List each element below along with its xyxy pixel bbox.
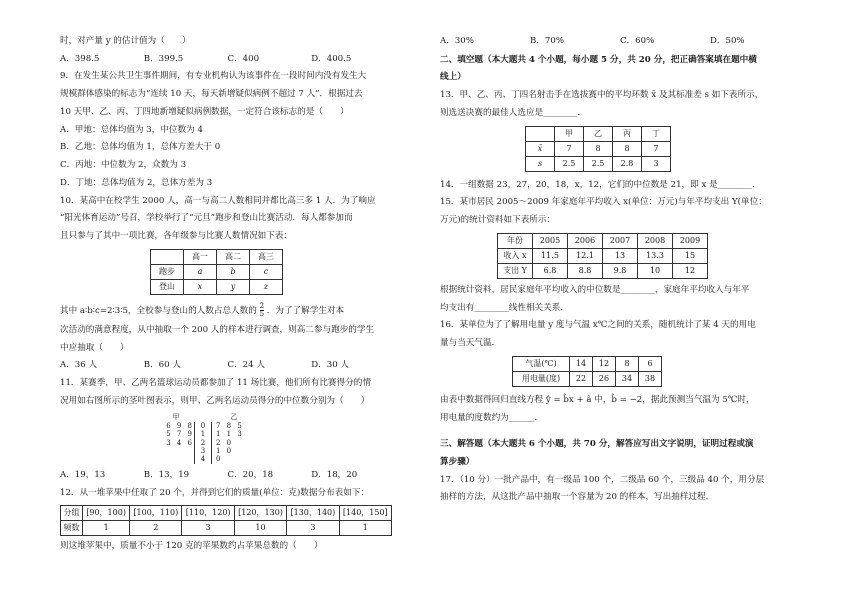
stem-row: [158, 439, 395, 447]
table-cell: 高二: [217, 249, 250, 264]
q11-option-b: B．13，19: [143, 469, 190, 480]
stem: 1: [194, 430, 212, 438]
q9-line: 10 天甲、乙、丙、丁四地新增疑似病例数据，一定符合该标志的是（ ）: [60, 106, 349, 117]
q9-option-a: A．甲地：总体均值为 3，中位数为 4: [60, 124, 203, 135]
leaf-left: 3 4 6: [166, 438, 194, 447]
q15-line: 万元)的统计资料如下表所示：: [440, 215, 556, 226]
stem-header-right: 乙: [230, 413, 238, 422]
stem-header-left: 甲: [172, 413, 180, 422]
table-cell: 高三: [250, 249, 283, 264]
q11-option-d: D．18，20: [311, 469, 358, 480]
q8-option-c: C．400: [227, 53, 260, 64]
q11-option-a: A．19，13: [60, 469, 106, 480]
table-cell: 跑步: [151, 264, 184, 279]
q13-table: [525, 126, 671, 172]
stem: 3: [194, 447, 212, 455]
table-cell: 2009: [673, 233, 708, 248]
table-cell: [90，100): [83, 506, 130, 521]
q8-option-d: D．400.5: [311, 53, 352, 64]
table-cell: 9.8: [603, 263, 638, 278]
table-cell: 支出 Y: [498, 263, 533, 278]
table-cell: 26: [593, 371, 616, 386]
table-cell: x̄: [526, 141, 555, 156]
table-cell: a: [184, 264, 217, 279]
table-cell: 2005: [533, 233, 568, 248]
q8-options: [60, 54, 395, 65]
table-cell: 用电量(度): [513, 371, 570, 386]
leaf-left: 5 7 9: [166, 430, 194, 439]
q9-option-b: B．乙地：总体均值为 1，总体方差大于 0: [60, 142, 221, 153]
table-cell: 2006: [568, 233, 603, 248]
table-cell: 12: [593, 356, 616, 371]
q15-line: 15．某市居民 2005～2009 年家庭年平均收入 x(单位：万元)与年平均支出 Y(单位：: [440, 197, 767, 208]
q10-option-b: B．60 人: [143, 360, 181, 371]
table-cell: b: [217, 264, 250, 279]
stem-row: [158, 430, 395, 438]
table-row: [498, 263, 708, 278]
table-cell: z: [250, 279, 283, 294]
leaf-left: [158, 455, 194, 463]
q10-line: 10．某高中在校学生 2000 人，高一与高二人数相同并都比高三多 1 人．为了响应: [60, 195, 376, 206]
table-cell: s: [526, 156, 555, 171]
leaf-right: 7 8 5: [216, 421, 244, 430]
q10-options: [60, 360, 395, 371]
fraction: [260, 303, 264, 318]
q9-line: 9．在发生某公共卫生事件期间，有专业机构认为该事件在一段时间内没有发生大: [60, 71, 367, 82]
table-cell: 7: [555, 141, 584, 156]
table-cell: 22: [570, 371, 593, 386]
q15-after: 根据统计资料，居民家庭年平均收入的中位数是________，家庭年平均收入与年平: [440, 284, 750, 295]
q11-line: 11．某赛季，甲、乙两名篮球运动员都参加了 11 场比赛，他们所有比赛得分的情: [60, 378, 371, 389]
q17-line: 17．（10 分）一批产品中，有一级品 100 个，二级品 60 个，三级品 40 个，用分层: [440, 474, 765, 485]
table-cell: 14: [570, 356, 593, 371]
section-3-heading: 三、解答题（本大题共 6 个小题，共 70 分，解答应写出文字说明，证明过程或演: [440, 439, 754, 450]
leaf-right: 0: [216, 455, 223, 464]
stem-row: [158, 455, 395, 463]
table-cell: 频数: [61, 521, 83, 536]
table-row: [151, 264, 283, 279]
q9-option-d: D．丁地：总体均值为 2，总体方差为 3: [60, 177, 213, 188]
table-cell: 2008: [638, 233, 673, 248]
q11-line: 况用如右图所示的茎叶图表示，则甲、乙两名运动员得分的中位数分别为（ ）: [60, 395, 370, 406]
q16-after: 用电量的度数约为______．: [440, 412, 544, 423]
stem-leaf-plot: [158, 413, 395, 463]
q12-option-c: C．60%: [620, 36, 655, 46]
table-cell: 1: [83, 521, 130, 536]
table-cell: 3: [287, 521, 339, 536]
table-cell: 1: [339, 521, 391, 536]
section-2-heading-cont: 线上）: [440, 72, 466, 83]
table-cell: 13: [603, 248, 638, 263]
q12-line: 12．从一堆苹果中任取了 20 个，并得到它们的质量(单位：克)数据分布表如下：: [60, 487, 370, 498]
q12-option-b: B．70%: [530, 36, 565, 46]
q10-line: 次活动的满意程度，从中抽取一个 200 人的样本进行调查，则高二参与跑步的学生: [60, 324, 375, 335]
table-cell: 6: [639, 356, 662, 371]
q16-line: 16．某单位为了了解用电量 y 度与气温 x℃之间的关系，随机统计了某 4 天的用电: [440, 320, 756, 331]
table-cell: [151, 249, 184, 264]
q16-after: 由表中数据得回归直线方程 ŷ = b̂x + â 中，b̂ = −2，据此预测当气温为 5℃时，: [440, 394, 755, 405]
section-3-heading-cont: 算步骤）: [440, 457, 475, 468]
table-cell: 8: [613, 141, 642, 156]
stem-header: [158, 413, 395, 421]
q16-line: 量与当天气温．: [440, 338, 501, 349]
q14-line: 14．一组数据 23，27，20，18，x，12，它们的中位数是 21，即 x 是________．: [440, 179, 761, 190]
leaf-right: 1 0: [216, 447, 234, 456]
q12-table: [60, 505, 392, 536]
table-row: [526, 141, 671, 156]
table-row: [498, 233, 708, 248]
table-cell: 气温(℃): [513, 356, 570, 371]
table-cell: 高一: [184, 249, 217, 264]
table-cell: 2.5: [555, 156, 584, 171]
table-cell: 丙: [613, 126, 642, 141]
q15-after: 均支出有________线性相关关系．: [440, 302, 569, 313]
q10-line: “阳光体育运动”号召，学校举行了“元旦”跑步和登山比赛活动．每人都参加而: [60, 213, 353, 224]
leaf-right: 1 1 3: [216, 430, 244, 439]
leaf-left: 6 9 8: [166, 421, 194, 430]
table-cell: 11.5: [533, 248, 568, 263]
table-cell: 乙: [584, 126, 613, 141]
q12-option-a: A．30%: [440, 36, 474, 46]
stem-header-mid: [194, 413, 210, 421]
q11-option-c: C．20，18: [227, 469, 274, 480]
q10-option-c: C．24 人: [227, 360, 265, 371]
table-cell: [526, 126, 555, 141]
q12-options: [440, 36, 800, 47]
leaf-left: [158, 447, 194, 455]
table-cell: c: [250, 264, 283, 279]
table-cell: 34: [616, 371, 639, 386]
q8-tail: 时，对产量 y 的估计值为（ ）: [60, 36, 191, 46]
q11-options: [60, 470, 395, 481]
table-cell: 分组: [61, 506, 83, 521]
table-cell: 12.1: [568, 248, 603, 263]
table-cell: 12: [673, 263, 708, 278]
q9-line: 规模群体感染的标志为“连续 10 天，每天新增疑似病例不超过 7 人”．根据过去: [60, 89, 363, 100]
q17-line: 抽样的方法，从这批产品中抽取一个容量为 20 的样本，写出抽样过程．: [440, 492, 715, 503]
table-cell: 8: [616, 356, 639, 371]
q12-option-d: D．50%: [710, 36, 745, 46]
table-cell: [140，150]: [339, 506, 391, 521]
table-cell: 2.8: [613, 156, 642, 171]
q10-line: 中应抽取（ ）: [60, 342, 129, 353]
table-cell: 3: [642, 156, 671, 171]
table-row: [513, 371, 662, 386]
table-cell: 登山: [151, 279, 184, 294]
table-cell: 8: [584, 141, 613, 156]
left-column: [60, 36, 395, 559]
q10-ratio-text: 其中 a∶b∶c=2∶3∶5，全校参与登山的人数占总人数的: [60, 305, 257, 316]
table-cell: 8.8: [568, 263, 603, 278]
q15-table: [497, 233, 708, 279]
table-cell: [130，140): [287, 506, 339, 521]
table-cell: 2: [130, 521, 182, 536]
table-cell: 6.8: [533, 263, 568, 278]
table-cell: 10: [638, 263, 673, 278]
table-row: [61, 521, 392, 536]
stem-row: [158, 422, 395, 430]
q12-tail: 则这堆苹果中，质量不小于 120 克的苹果数约占苹果总数的（ ）: [60, 541, 323, 552]
table-cell: 38: [639, 371, 662, 386]
q16-table: [512, 356, 662, 387]
section-2-heading: 二、填空题（本大题共 4 个小题，每小题 5 分，共 20 分，把正确答案填在题中横: [440, 54, 757, 65]
table-cell: 7: [642, 141, 671, 156]
stem: 4: [194, 455, 212, 463]
table-cell: 10: [234, 521, 286, 536]
table-row: [61, 506, 392, 521]
table-cell: 甲: [555, 126, 584, 141]
q8-option-a: A．398.5: [60, 53, 100, 64]
table-cell: [120，130): [234, 506, 286, 521]
table-cell: 2007: [603, 233, 638, 248]
right-column: [440, 36, 800, 510]
table-cell: [110，120): [182, 506, 234, 521]
q10-line: 且只参与了其中一项比赛，各年级参与比赛人数情况如下表：: [60, 231, 293, 242]
table-cell: [100，110): [130, 506, 182, 521]
table-cell: 2.5: [584, 156, 613, 171]
q10-ratio-tail: ．为了了解学生对本: [266, 305, 345, 316]
stem: 0: [194, 422, 212, 430]
fraction-denominator: 5: [259, 309, 265, 318]
q10-option-a: A．36 人: [60, 360, 98, 371]
table-cell: 15: [673, 248, 708, 263]
table-cell: y: [217, 279, 250, 294]
table-row: [526, 126, 671, 141]
table-row: [526, 156, 671, 171]
table-cell: 年份: [498, 233, 533, 248]
q13-line: 13．甲、乙、丙、丁四名射击手在选拔赛中的平均环数 x̄ 及其标准差 s 如下表所示，: [440, 90, 764, 101]
q10-option-d: D．30 人: [311, 360, 349, 371]
table-row: [513, 356, 662, 371]
leaf-right: 2 0: [216, 438, 234, 447]
table-cell: 收入 x: [498, 248, 533, 263]
table-row: [151, 249, 283, 264]
q9-option-c: C．丙地：中位数为 2，众数为 3: [60, 160, 187, 171]
q10-ratio-line: [60, 303, 395, 318]
stem: 2: [194, 439, 212, 447]
table-row: [498, 248, 708, 263]
table-cell: 丁: [642, 126, 671, 141]
q13-line: 则选送决赛的最佳人选应是________．: [440, 107, 587, 118]
fraction-numerator: 2: [259, 301, 265, 310]
table-cell: 13.3: [638, 248, 673, 263]
stem-row: [158, 447, 395, 455]
q10-table: [150, 249, 283, 295]
q8-option-b: B．399.5: [143, 53, 184, 64]
table-row: [151, 279, 283, 294]
table-cell: 3: [182, 521, 234, 536]
table-cell: x: [184, 279, 217, 294]
